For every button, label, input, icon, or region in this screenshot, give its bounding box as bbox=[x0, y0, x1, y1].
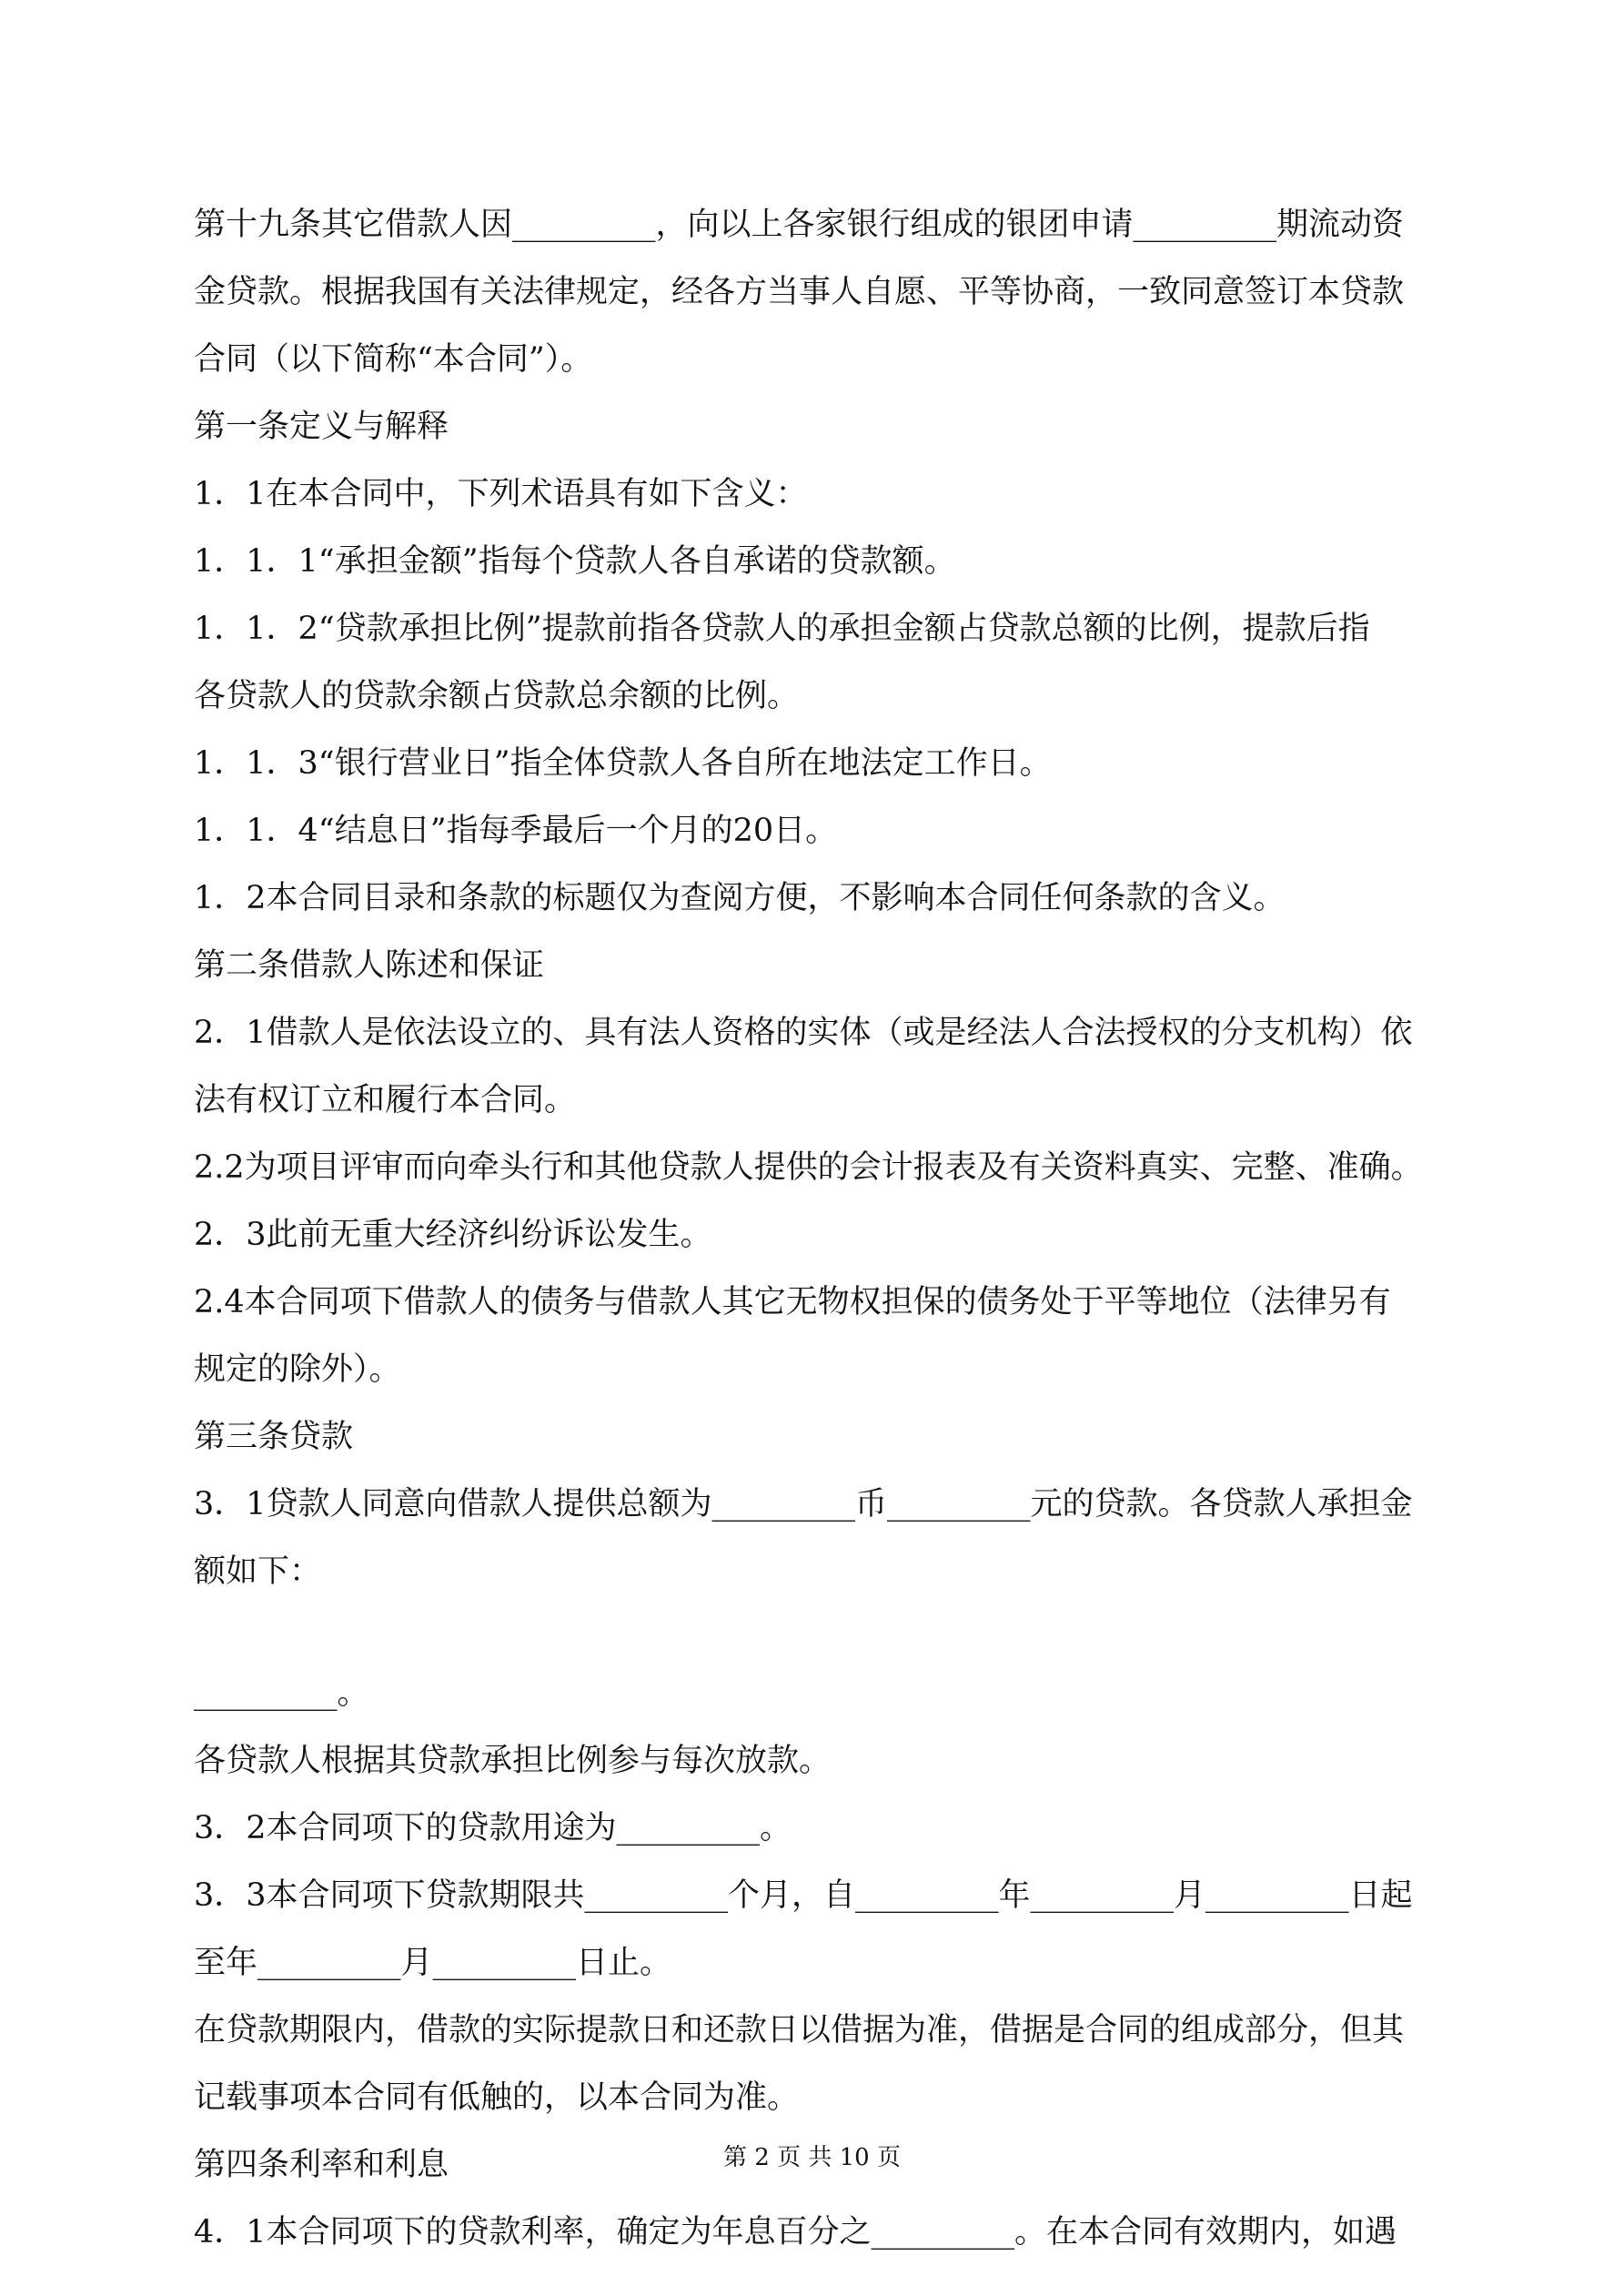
section-heading: 第二条借款人陈述和保证 bbox=[194, 947, 545, 984]
section-heading: 第三条贷款 bbox=[194, 1419, 354, 1455]
text-line: 1．1．4“结息日”指每季最后一个月的20日。 bbox=[194, 813, 838, 849]
text-line: 1．1．3“银行营业日”指全体贷款人各自所在地法定工作日。 bbox=[194, 745, 1052, 782]
text-line: 法有权订立和履行本合同。 bbox=[194, 1082, 577, 1118]
spacer bbox=[194, 1605, 1440, 1660]
text-line: 1．1．1“承担金额”指每个贷款人各自承诺的贷款额。 bbox=[194, 543, 956, 580]
document-body bbox=[194, 191, 1440, 2266]
text-line: 2.4本合同项下借款人的债务与借款人其它无物权担保的债务处于平等地位（法律另有 bbox=[194, 1284, 1391, 1320]
text-line: _________。 bbox=[194, 1675, 369, 1712]
text-line: 3．2本合同项下的贷款用途为_________。 bbox=[194, 1810, 792, 1846]
text-line: 2．1借款人是依法设立的、具有法人资格的实体（或是经法人合法授权的分支机构）依 bbox=[194, 1015, 1413, 1051]
text-line: 规定的除外）。 bbox=[194, 1351, 401, 1388]
text-line: 记载事项本合同有低触的，以本合同为准。 bbox=[194, 2079, 800, 2116]
text-line: 第十九条其它借款人因_________，向以上各家银行组成的银团申请_________期流动资 bbox=[194, 207, 1405, 243]
text-line: 金贷款。根据我国有关法律规定，经各方当事人自愿、平等协商，一致同意签订本贷款 bbox=[194, 274, 1405, 310]
text-line: 1．1．2“贷款承担比例”提款前指各贷款人的承担金额占贷款总额的比例，提款后指 bbox=[194, 611, 1370, 647]
text-line: 各贷款人的贷款余额占贷款总余额的比例。 bbox=[194, 678, 800, 714]
text-line: 2.2为项目评审而向牵头行和其他贷款人提供的会计报表及有关资料真实、完整、准确。 bbox=[194, 1149, 1423, 1186]
text-line: 在贷款期限内，借款的实际提款日和还款日以借据为准，借据是合同的组成部分，但其 bbox=[194, 2012, 1405, 2048]
text-line: 4．1本合同项下的贷款利率，确定为年息百分之_________。在本合同有效期内，如遇 bbox=[194, 2214, 1397, 2250]
text-line: 3．1贷款人同意向借款人提供总额为_________币_________元的贷款。各贷款人承担金 bbox=[194, 1486, 1413, 1522]
text-line: 1．1在本合同中，下列术语具有如下含义： bbox=[194, 476, 808, 512]
text-line: 1．2本合同目录和条款的标题仅为查阅方便，不影响本合同任何条款的含义。 bbox=[194, 880, 1286, 916]
page-number: 第 2 页 共 10 页 bbox=[723, 2144, 901, 2171]
text-line: 各贷款人根据其贷款承担比例参与每次放款。 bbox=[194, 1743, 832, 1779]
section-heading: 第四条利率和利息 bbox=[194, 2147, 449, 2183]
text-line: 2．3此前无重大经济纠纷诉讼发生。 bbox=[194, 1217, 712, 1253]
text-line: 合同（以下简称“本合同”）。 bbox=[194, 341, 593, 378]
text-line: 3．3本合同项下贷款期限共_________个月，自_________年_________月_________日起 bbox=[194, 1877, 1413, 1914]
text-line: 额如下： bbox=[194, 1553, 322, 1590]
text-line: 至年_________月_________日止。 bbox=[194, 1945, 672, 1981]
section-heading: 第一条定义与解释 bbox=[194, 409, 449, 445]
